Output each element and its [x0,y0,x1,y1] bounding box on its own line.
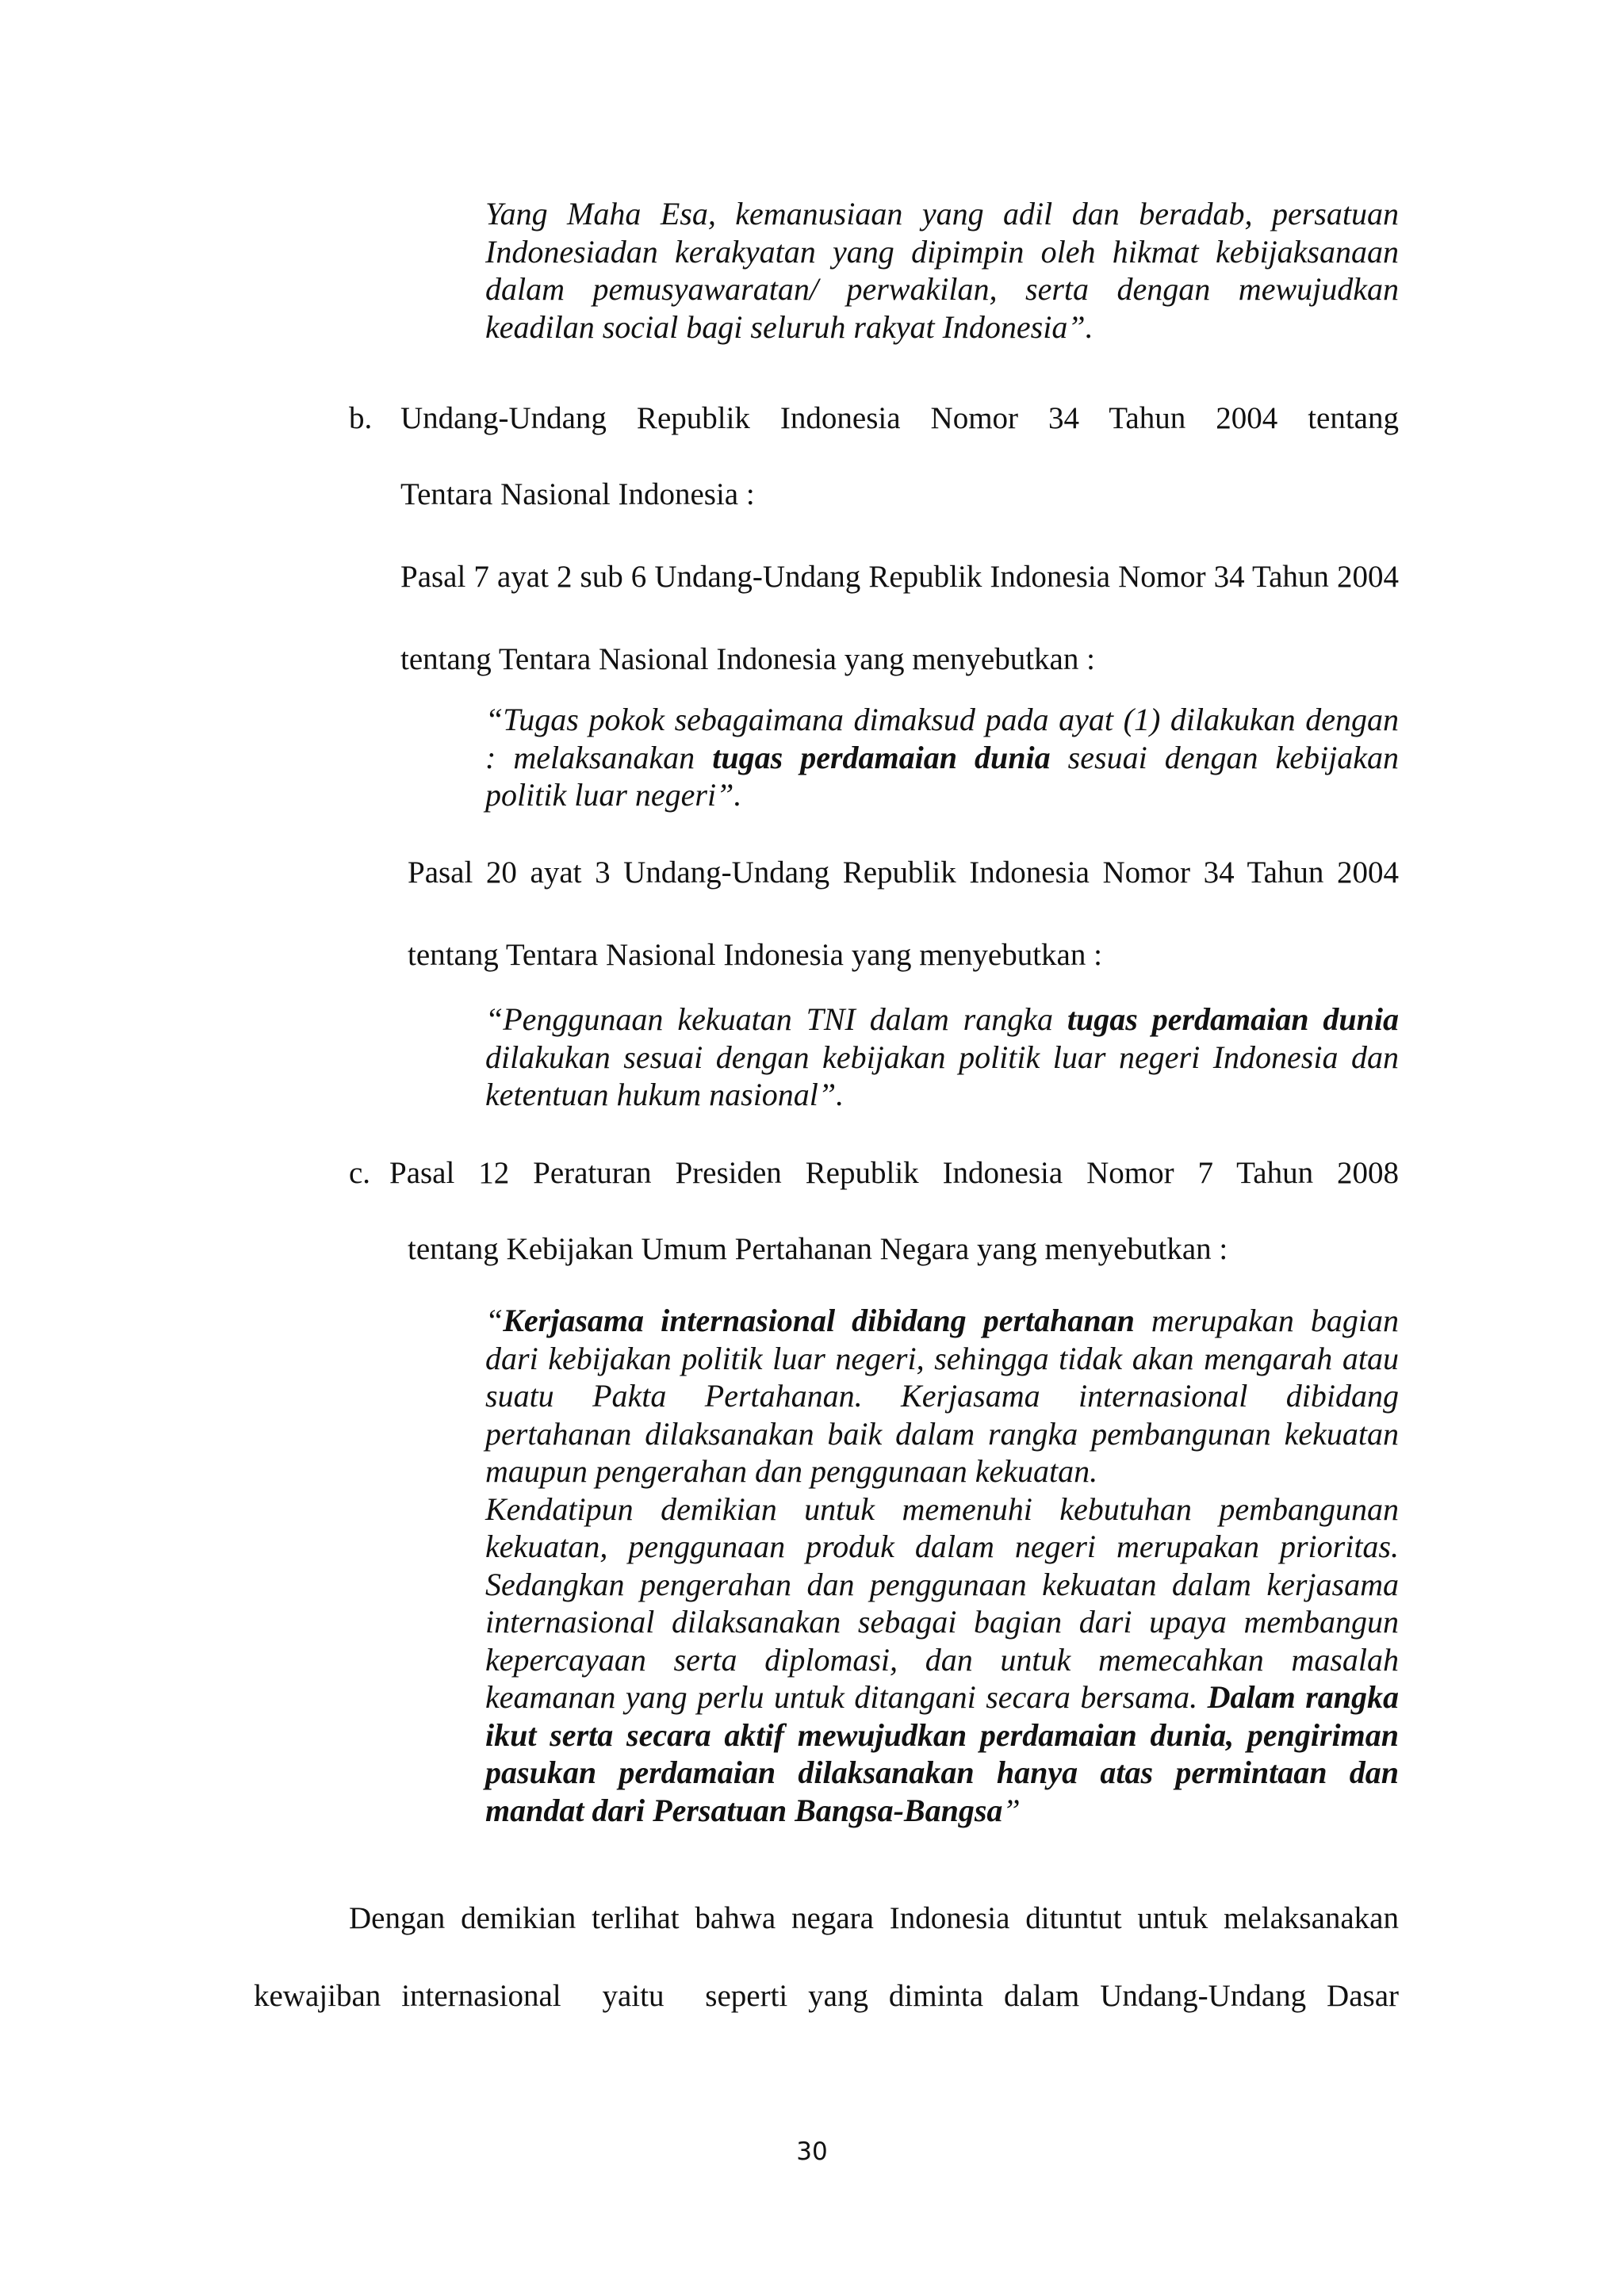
quote-pasal-7-emphasis: tugas perdamaian dunia [712,739,1051,775]
pasal-7-intro: Pasal 7 ayat 2 sub 6 Undang-Undang Republik Indonesia Nomor 34 Tahun 2004 tentang Tentara Nasional Indonesia yang menyebutkan : [400,560,1399,676]
quote-close-mark: ” [1002,1792,1021,1828]
quote-pasal-20 [485,1001,1399,1114]
conclusion-line1: Dengan demikian terlihat bahwa negara Indonesia dituntut untuk melaksanakan [349,1901,1399,1935]
quote-perpres-part-2: Kendatipun demikian untuk memenuhi kebutuhan pembangunan kekuatan, penggunaan produk dalam negeri merupakan prioritas. Sedangkan pengerahan dan penggunaan kekuatan dalam kerjasama internasional dilaksanakan sebagai bagian dari upaya membangun kepercayaan serta diplomasi, dan untuk memecahkan masalah keamanan yang perlu untuk ditangani secara bersama. [485,1490,1399,1715]
pasal-20-intro: Pasal 20 ayat 3 Undang-Undang Republik Indonesia Nomor 34 Tahun 2004 tentang Tentara Nasional Indonesia yang menyebutkan : [408,855,1399,972]
quote-pasal-20-start: “Penggunaan kekuatan TNI dalam rangka [485,1001,1067,1037]
quote-pasal-7 [485,701,1399,814]
quote-pasal-20-emphasis: tugas perdamaian dunia [1067,1001,1399,1037]
page-number: 30 [796,2137,828,2166]
list-marker-c: c. [349,1156,371,1190]
quote-perpres-part-1: merupakan bagian dari kebijakan politik luar negeri, sehingga tidak akan mengarah atau suatu Pakta Pertahanan. Kerjasama internasional dibidang pertahanan dilaksanakan baik dalam rangka pembangunan kekuatan maupun pengerahan dan penggunaan kekuatan. [485,1303,1399,1489]
item-b-heading-line2: Tentara Nasional Indonesia : [400,477,755,511]
quote-perpres-emphasis-1: Kerjasama internasional dibidang pertahanan [503,1303,1135,1338]
quote-pasal-7-start: “Tugas pokok sebagaimana dimaksud pada ayat (1) dilakukan dengan : melaksanakan [485,702,1399,775]
conclusion-line2: kewajiban internasional yaitu seperti yang diminta dalam Undang-Undang Dasar [254,1979,1399,2013]
quote-pasal-20-end: dilakukan sesuai dengan kebijakan politik luar negeri Indonesia dan ketentuan hukum nasional”. [485,1039,1399,1112]
item-c-heading-line1: Pasal 12 Peraturan Presiden Republik Indonesia Nomor 7 Tahun 2008 [389,1156,1399,1190]
list-marker-b: b. [349,401,373,435]
quote-perpres-emphasis-2: Dalam rangka ikut serta secara aktif mewujudkan perdamaian dunia, pengiriman pasukan perdamaian dilaksanakan hanya atas permintaan dan mandat dari Persatuan Bangsa-Bangsa [485,1679,1400,1828]
item-c-heading-line2: tentang Kebijakan Umum Pertahanan Negara yang menyebutkan : [408,1232,1228,1266]
quote-open-mark: “ [485,1303,504,1338]
item-b-heading-line1: Undang-Undang Republik Indonesia Nomor 34 Tahun 2004 tentang [400,401,1399,435]
quote-perpres-12 [485,1302,1399,1829]
quote-a-continuation: Yang Maha Esa, kemanusiaan yang adil dan beradab, persatuan Indonesiadan kerakyatan yang dipimpin oleh hikmat kebijaksanaan dalam pemusyawaratan/ perwakilan, serta dengan mewujudkan keadilan social bagi seluruh rakyat Indonesia”. [485,196,1399,345]
quote-pasal-7-end: sesuai dengan kebijakan politik luar negeri”. [485,739,1399,813]
